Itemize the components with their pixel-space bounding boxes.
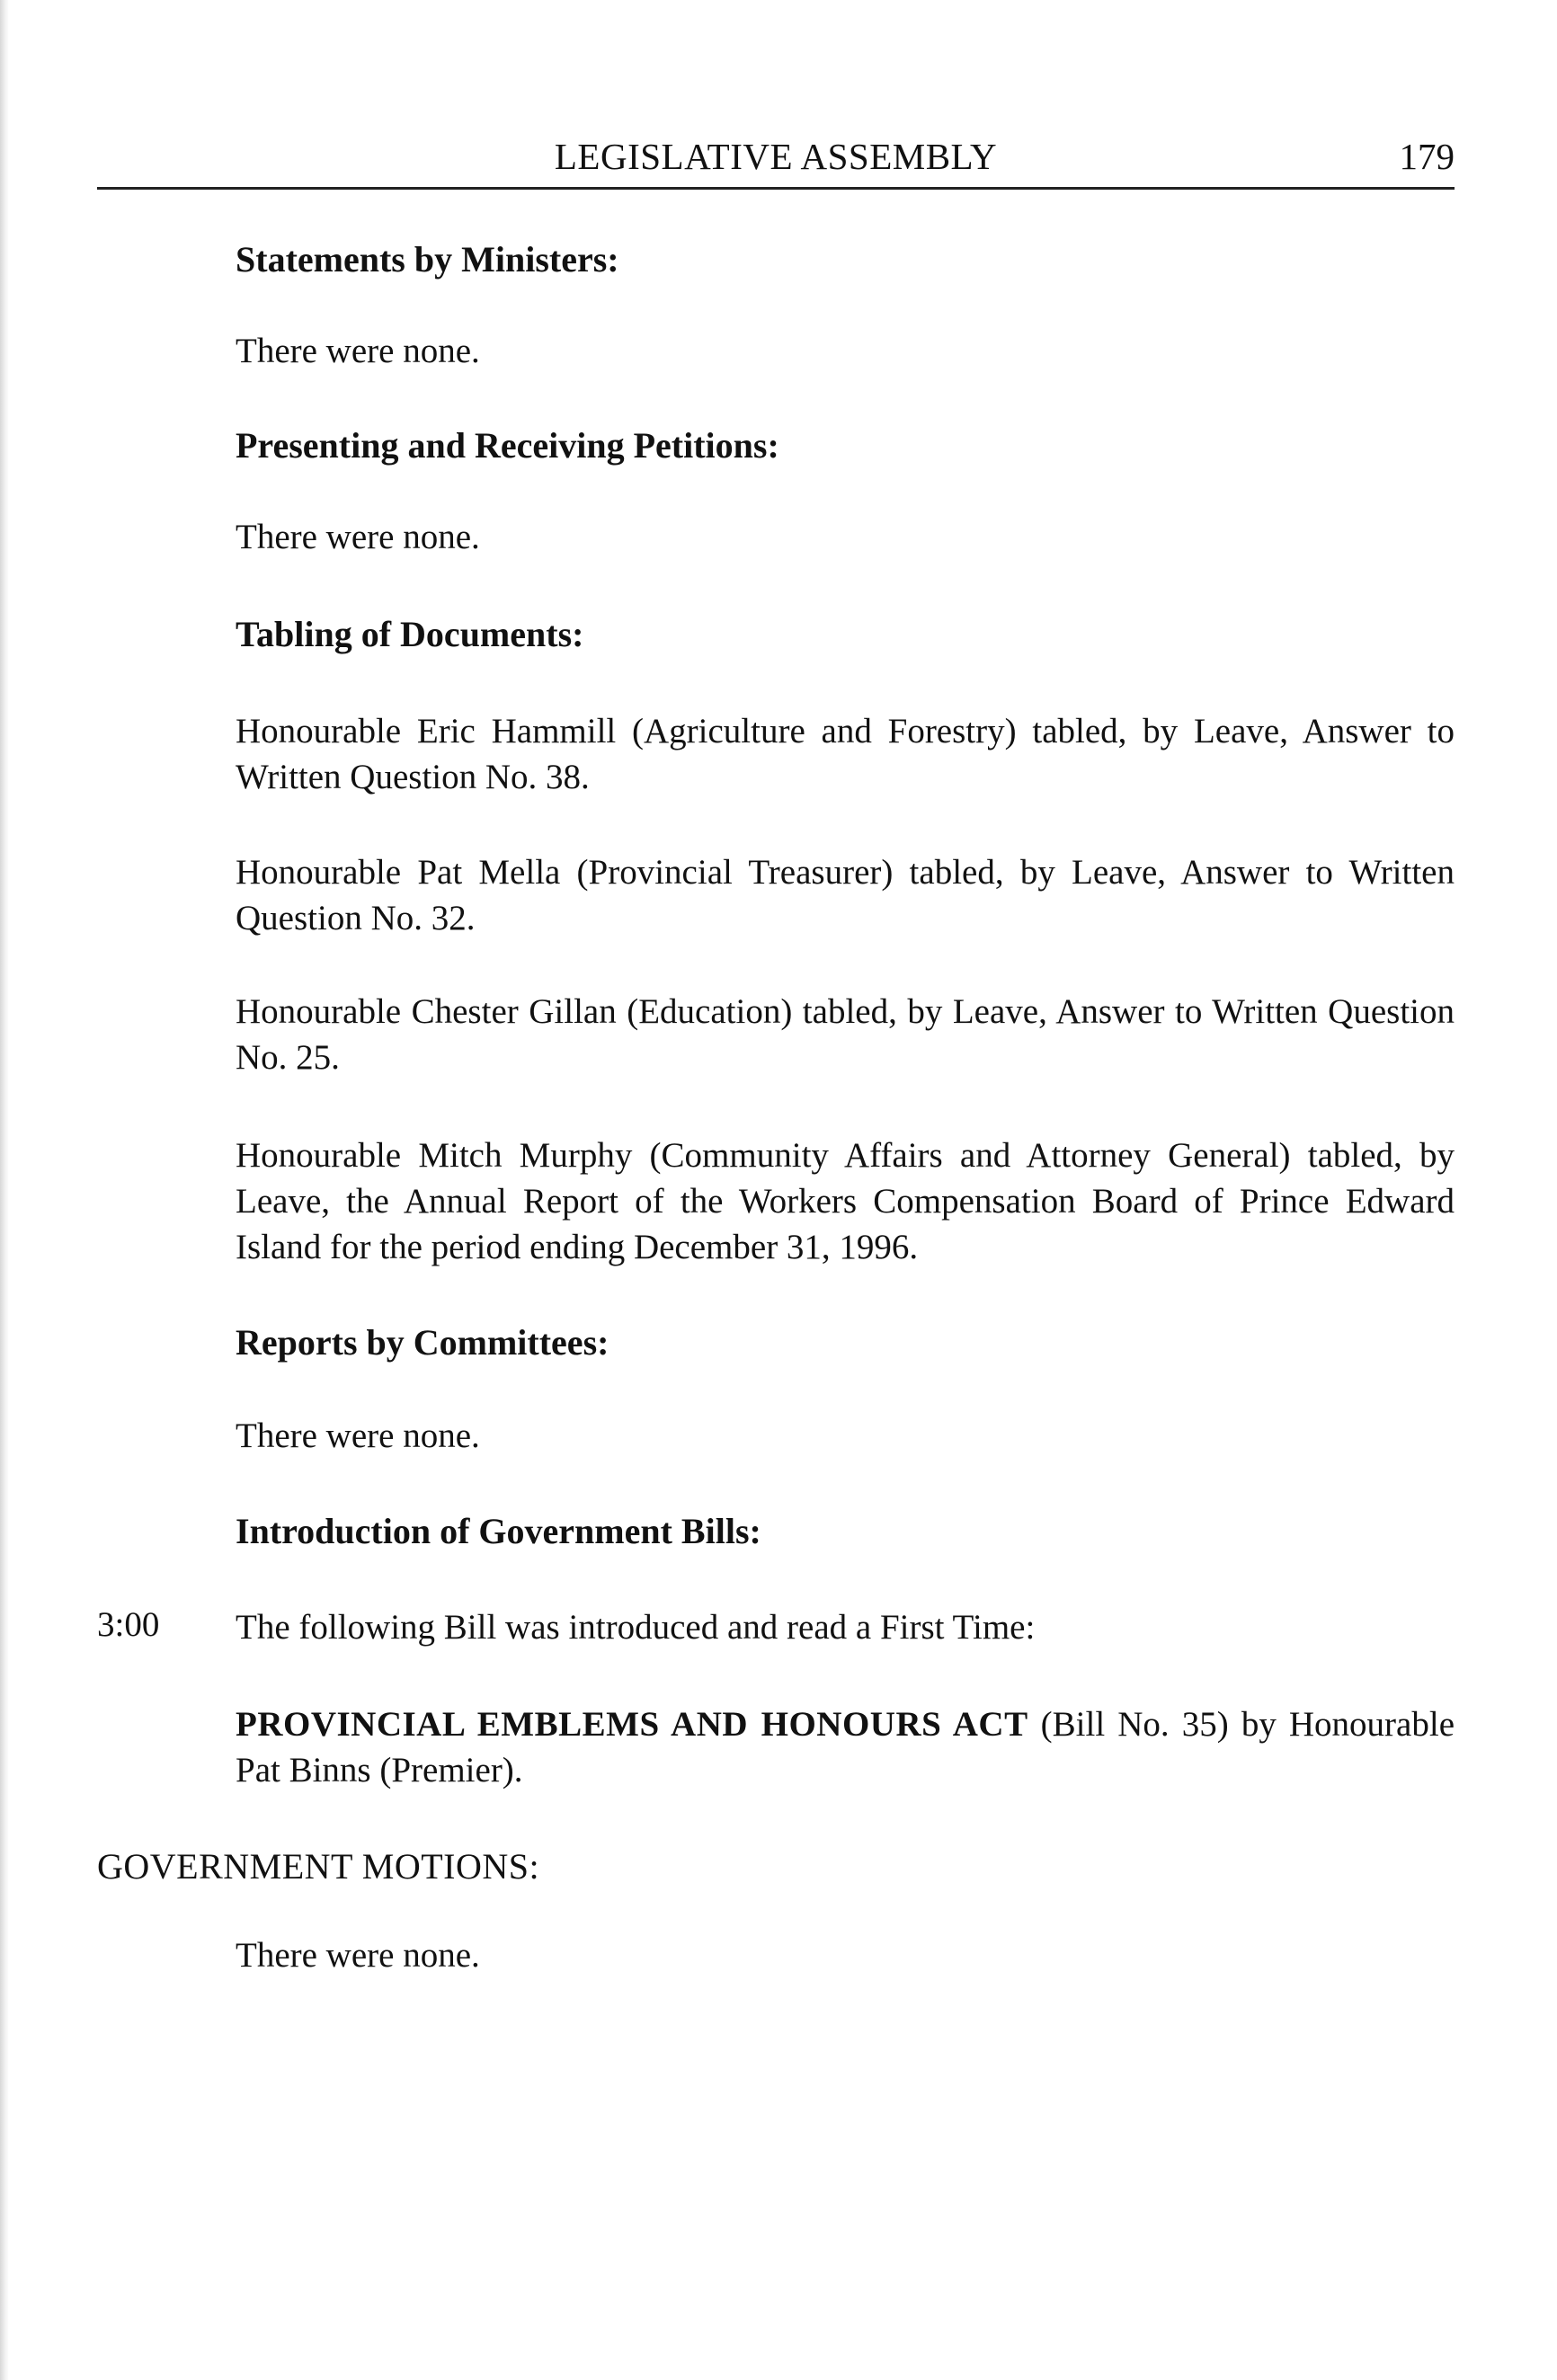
page-number: 179 xyxy=(1399,136,1455,177)
heading-government-bills: Introduction of Government Bills: xyxy=(236,1511,761,1551)
running-title: LEGISLATIVE ASSEMBLY xyxy=(554,136,998,177)
heading-statements-by-ministers: Statements by Ministers: xyxy=(236,239,619,280)
heading-government-motions: GOVERNMENT MOTIONS: xyxy=(97,1846,540,1887)
header-rule xyxy=(97,187,1455,190)
bill-details: (Bill No. 35) by Honourable Pat Binns (Premier). xyxy=(236,1705,1455,1789)
tabling-item-2: Honourable Pat Mella (Provincial Treasurer) tabled, by Leave, Answer to Written Question No. 32. xyxy=(236,853,1455,937)
time-stamp: 3:00 xyxy=(97,1605,160,1644)
petitions-text: There were none. xyxy=(236,518,480,556)
reports-by-committees-text: There were none. xyxy=(236,1416,480,1455)
statements-by-ministers-text: There were none. xyxy=(236,332,480,370)
tabling-item-4: Honourable Mitch Murphy (Community Affairs and Attorney General) tabled, by Leave, the Annual Report of the Workers Compensation Board of Prince Edward Island for the period ending December 31, 1996. xyxy=(236,1136,1455,1266)
running-head xyxy=(97,135,1455,189)
tabling-item-3: Honourable Chester Gillan (Education) tabled, by Leave, Answer to Written Question No. 25. xyxy=(236,992,1455,1077)
page-edge-shadow xyxy=(0,0,9,2380)
government-motions-text: There were none. xyxy=(236,1936,480,1975)
tabling-item-1: Honourable Eric Hammill (Agriculture and Forestry) tabled, by Leave, Answer to Written Question No. 38. xyxy=(236,712,1455,796)
heading-reports-by-committees: Reports by Committees: xyxy=(236,1322,609,1363)
bill-introduction-text: The following Bill was introduced and read a First Time: xyxy=(236,1608,1036,1647)
bill-title: PROVINCIAL EMBLEMS AND HONOURS ACT xyxy=(236,1705,1028,1744)
heading-petitions: Presenting and Receiving Petitions: xyxy=(236,425,779,466)
bill-entry xyxy=(236,1701,1455,1793)
heading-tabling-of-documents: Tabling of Documents: xyxy=(236,614,584,654)
